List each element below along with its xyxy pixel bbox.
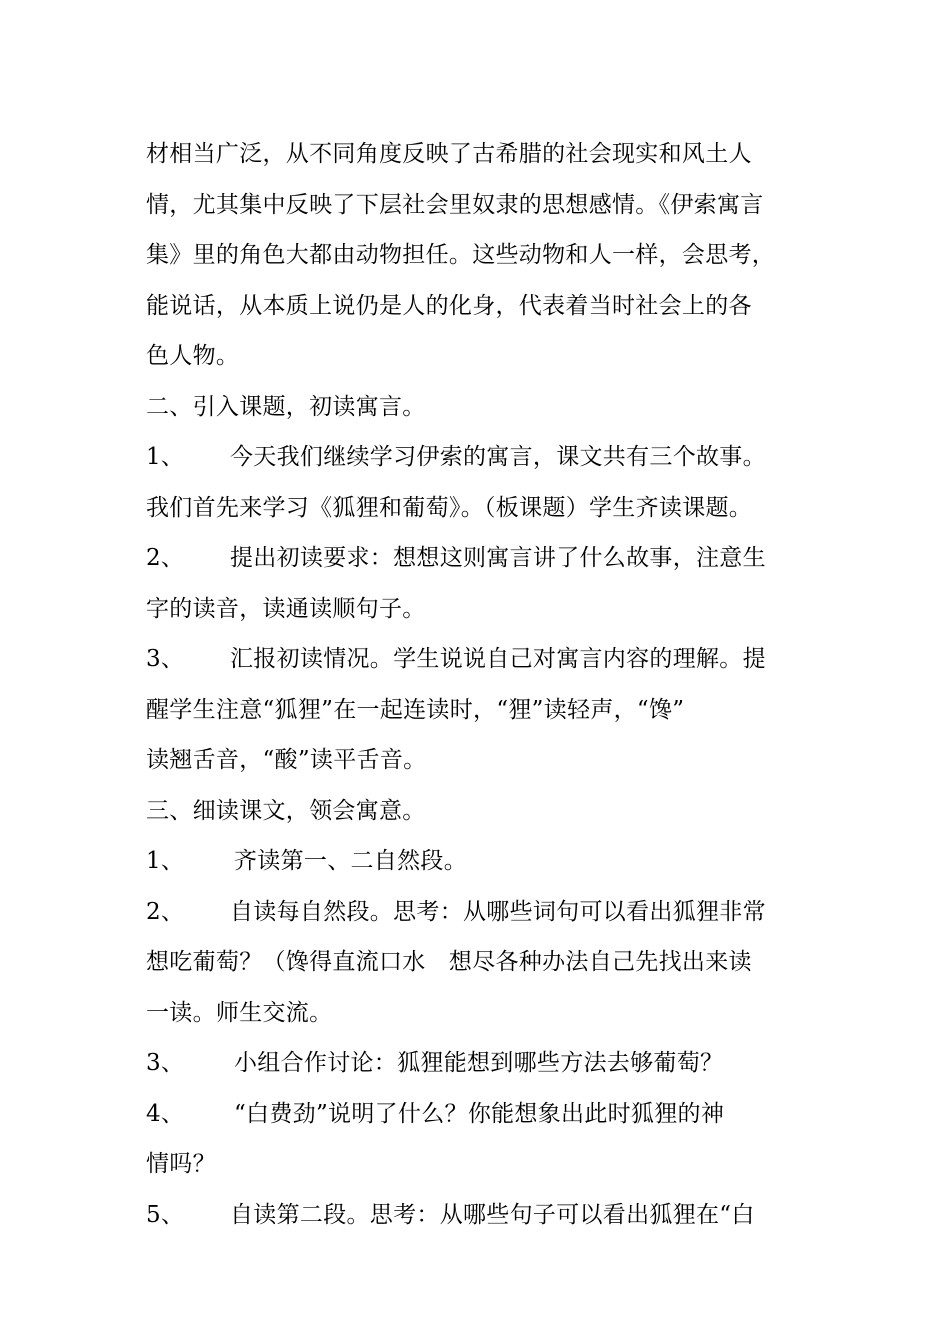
list-item-number: 5、 bbox=[146, 1201, 185, 1228]
list-item bbox=[146, 887, 810, 938]
list-item bbox=[146, 836, 810, 887]
text-line: 能说话，从本质上说仍是人的化身，代表着当时社会上的各 bbox=[146, 292, 752, 319]
list-item-text: 今天我们继续学习伊索的寓言，课文共有三个故事。 bbox=[230, 444, 766, 470]
text-line: 情吗？ bbox=[146, 1151, 216, 1177]
list-item-number: 4、 bbox=[146, 1100, 185, 1127]
list-item-text: 自读第二段。思考：从哪些句子可以看出狐狸在“白 bbox=[230, 1201, 755, 1228]
text-line: 一读。师生交流。 bbox=[146, 999, 333, 1026]
list-item bbox=[146, 1038, 810, 1089]
text-line: 我们首先来学习《狐狸和葡萄》。（板课题）学生齐读课题。 bbox=[146, 494, 753, 521]
list-item-number: 1、 bbox=[146, 444, 185, 470]
section-heading: 三、细读课文，领会寓意。 bbox=[146, 797, 426, 824]
text-line: 色人物。 bbox=[146, 343, 240, 369]
text-line: 情，尤其集中反映了下层社会里奴隶的思想感情。《伊索寓言 bbox=[146, 191, 764, 218]
text-line: 字的读音，读通读顺句子。 bbox=[146, 595, 426, 622]
list-item-number: 2、 bbox=[146, 898, 185, 925]
list-item-text: 汇报初读情况。学生说说自己对寓言内容的理解。提 bbox=[230, 646, 766, 672]
list-item-number: 3、 bbox=[146, 646, 185, 672]
list-item-text: 齐读第一、二自然段。 bbox=[234, 848, 467, 874]
list-item-number: 2、 bbox=[146, 545, 185, 571]
list-item-text: 小组合作讨论：狐狸能想到哪些方法去够葡萄？ bbox=[234, 1050, 724, 1076]
list-item-number: 3、 bbox=[146, 1050, 185, 1076]
list-item-text: 自读每自然段。思考：从哪些词句可以看出狐狸非常 bbox=[230, 898, 766, 925]
list-item bbox=[146, 533, 810, 584]
list-item-text: “白费劲”说明了什么？你能想象出此时狐狸的神 bbox=[234, 1100, 725, 1127]
list-item-text: 提出初读要求：想想这则寓言讲了什么故事，注意生 bbox=[230, 545, 766, 571]
section-heading: 二、引入课题，初读寓言。 bbox=[146, 393, 426, 420]
list-item-number: 1、 bbox=[146, 848, 185, 874]
text-line: 醒学生注意“狐狸”在一起连读时，“狸”读轻声，“馋” bbox=[146, 696, 685, 723]
list-item bbox=[146, 1089, 810, 1140]
list-item bbox=[146, 1190, 810, 1241]
text-line: 想吃葡萄？（馋得直流口水 想尽各种办法自己先找出来读 bbox=[146, 949, 752, 975]
text-line: 读翘舌音，“酸”读平舌音。 bbox=[146, 747, 427, 773]
document-body bbox=[146, 129, 810, 1240]
list-item bbox=[146, 634, 810, 685]
list-item bbox=[146, 432, 810, 483]
text-line: 集》里的角色大都由动物担任。这些动物和人一样，会思考， bbox=[146, 242, 776, 268]
text-line: 材相当广泛，从不同角度反映了古希腊的社会现实和风土人 bbox=[146, 141, 752, 167]
